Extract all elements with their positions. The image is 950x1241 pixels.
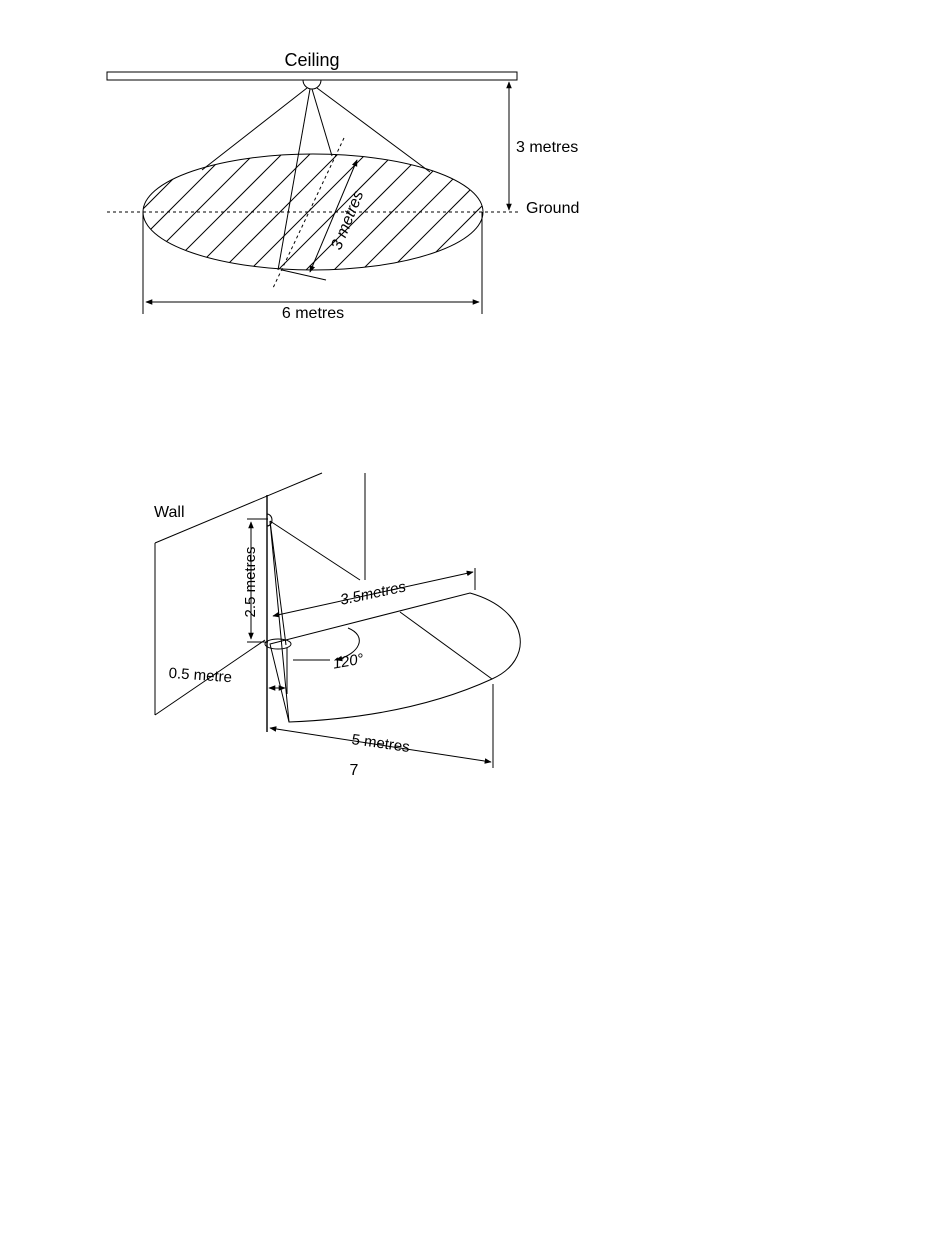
coverage-sector [270, 593, 520, 722]
offset-label: 0.5 metre [168, 664, 233, 687]
ceiling-detector-icon [303, 80, 321, 89]
cone-line-right [317, 88, 430, 172]
floor-origin-marker [265, 639, 291, 649]
page-number: 7 [349, 762, 359, 779]
wall-diagram [154, 473, 520, 768]
ground-label: Ground [526, 200, 580, 217]
reach-label: 5 metres [350, 731, 411, 757]
radius-label: 3 metres [328, 188, 368, 253]
ceiling-slab [107, 72, 517, 80]
coverage-hatching [72, 150, 566, 280]
angle-label: 120° [331, 650, 365, 673]
height-label: 3 metres [516, 139, 579, 156]
ceiling-diagram [72, 50, 579, 322]
ceiling-label: Ceiling [284, 50, 340, 70]
wall-height-label: 2.5 metres [242, 546, 259, 618]
wall-radius-label: 3.5metres [338, 578, 408, 609]
radius-axis [273, 138, 344, 288]
wall-detector-icon [267, 514, 272, 526]
diameter-label: 6 metres [281, 305, 345, 322]
wall-label: Wall [154, 504, 185, 521]
cone-line-back [312, 89, 332, 156]
